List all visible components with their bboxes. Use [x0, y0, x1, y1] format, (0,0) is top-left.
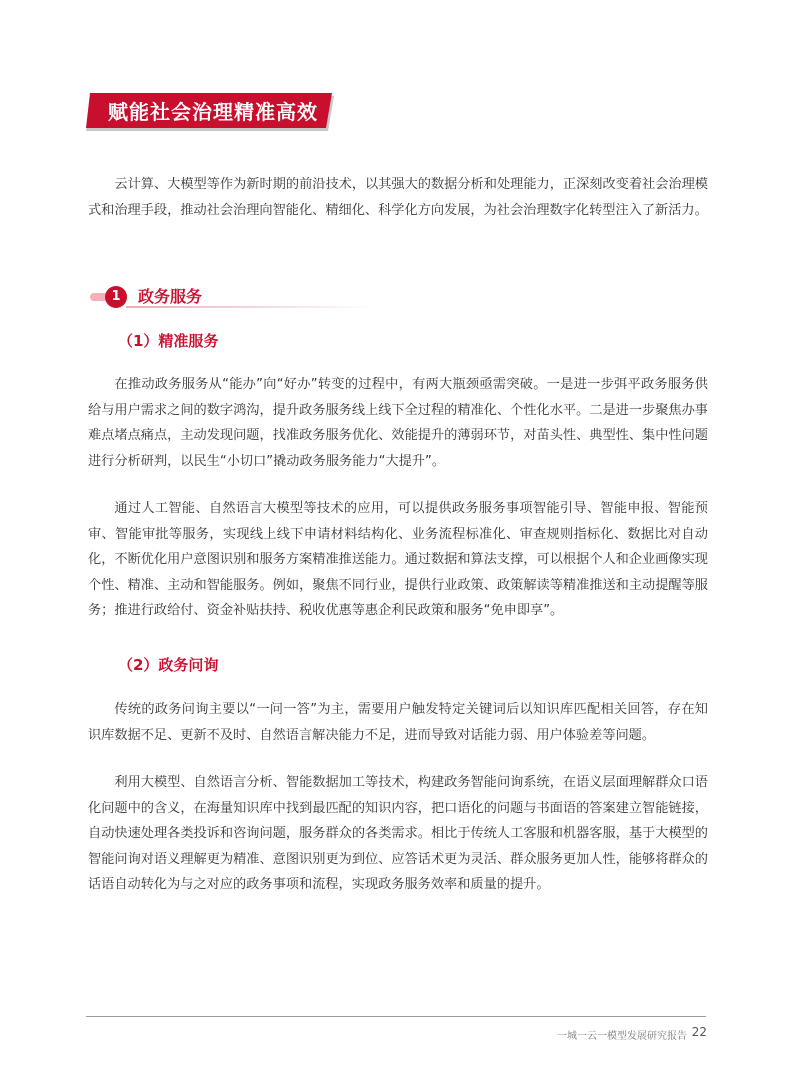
paragraph-precise-service-2: 通过人工智能、自然语言大模型等技术的应用，可以提供政务服务事项智能引导、智能申报、智能预审、智能审批等服务，实现线上线下申请材料结构化、业务流程标准化、审查规则指标化、数据比对自动化，不断优化用户意图识别和服务方案精准推送能力。通过数据和算法支撑，可以根据个人和企业画像实现个性、精准、主动和智能服务。例如，聚焦不同行业，提供行业政策、政策解读等精准推送和主动提醒等服务；推进行政给付、资金补贴扶持、税收优惠等惠企利民政策和服务“免申即享”。 [88, 501, 708, 618]
footer-divider [86, 1016, 706, 1017]
subsection-title-inquiry: （2）政务问询 [118, 656, 219, 674]
section-banner [86, 93, 334, 131]
section-decoration [86, 284, 386, 310]
section-title: 政务服务 [138, 287, 203, 306]
section-header [86, 284, 386, 310]
page-number: 22 [691, 1025, 707, 1039]
intro-paragraph: 云计算、大模型等作为新时期的前沿技术，以其强大的数据分析和处理能力，正深刻改变着社会治理模式和治理手段，推动社会治理向智能化、精细化、科学化方向发展，为社会治理数字化转型注入了新活力。 [88, 177, 708, 218]
footer-report-title: 一城一云一模型发展研究报告 [557, 1031, 687, 1042]
banner-title: 赋能社会治理精准高效 [108, 100, 318, 124]
section-number: 1 [111, 289, 121, 304]
paragraph-precise-service-1: 在推动政务服务从“能办”向“好办”转变的过程中，有两大瓶颈亟需突破。一是进一步弭平政务服务供给与用户需求之间的数字鸿沟，提升政务服务线上线下全过程的精准化、个性化水平。二是进一步聚焦办事难点堵点痛点，主动发现问题，找准政务服务优化、效能提升的薄弱环节，对苗头性、典型性、集中性问题进行分析研判，以民生“小切口”撬动政务服务能力“大提升”。 [88, 377, 708, 469]
paragraph-inquiry-1: 传统的政务问询主要以“一问一答”为主，需要用户触发特定关键词后以知识库匹配相关回答，存在知识库数据不足、更新不及时、自然语言解决能力不足，进而导致对话能力弱、用户体验差等问题。 [88, 702, 708, 743]
subsection-title-precise-service: （1）精准服务 [118, 332, 219, 350]
paragraph-inquiry-2: 利用大模型、自然语言分析、智能数据加工等技术，构建政务智能问询系统，在语义层面理解群众口语化问题中的含义，在海量知识库中找到最匹配的知识内容，把口语化的问题与书面语的答案建立智能链接，自动快速处理各类投诉和咨询问题，服务群众的各类需求。相比于传统人工客服和机器客服，基于大模型的智能问询对语义理解更为精准、意图识别更为到位、应答话术更为灵活、群众服务更加人性，能够将群众的话语自动转化为与之对应的政务事项和流程，实现政务服务效率和质量的提升。 [88, 775, 708, 892]
